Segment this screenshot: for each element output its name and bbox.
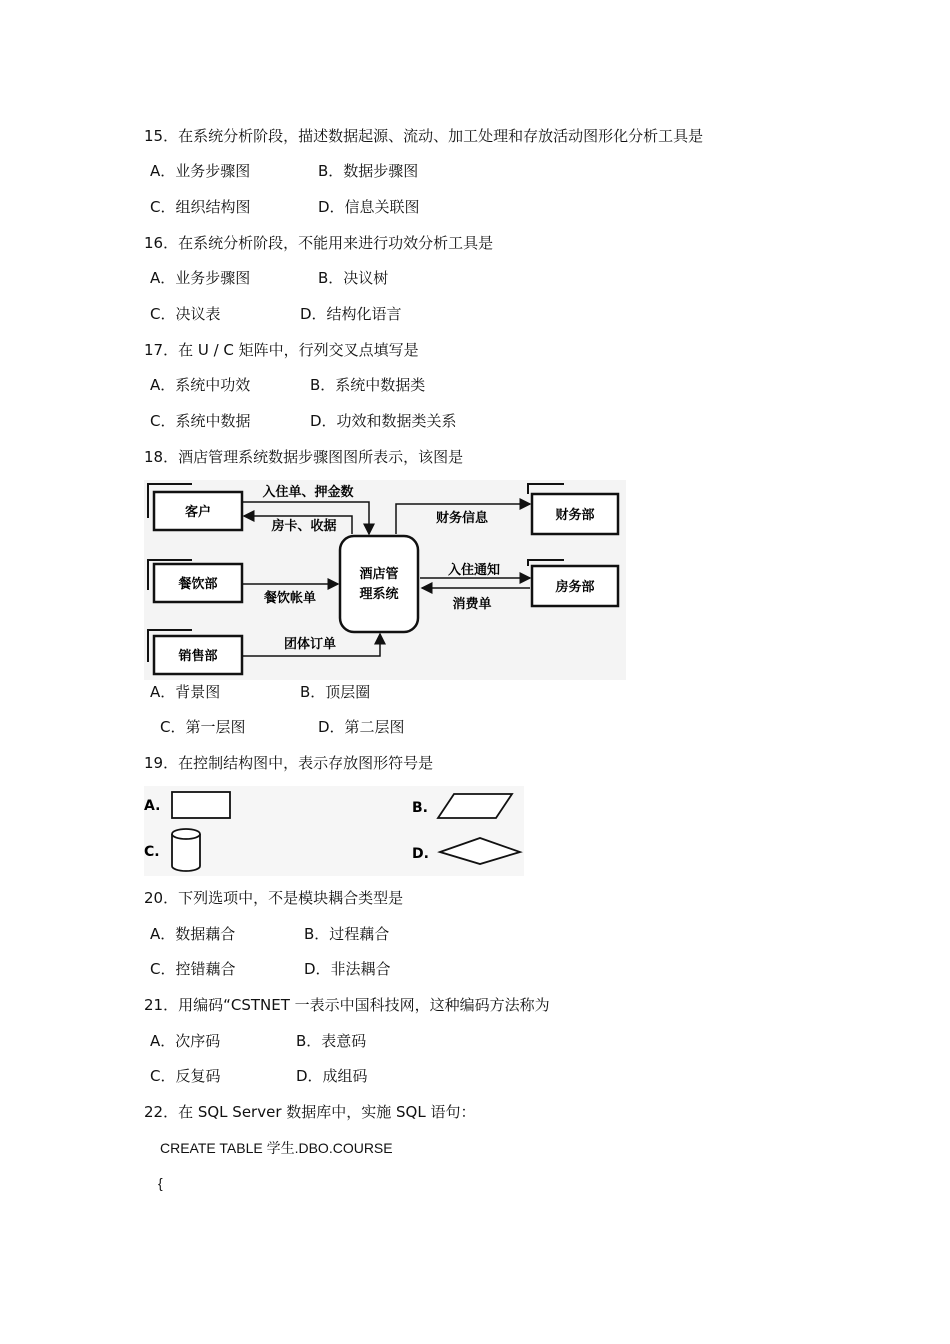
process-label-line2: 理系统 xyxy=(359,587,399,602)
symbol-rectangle xyxy=(172,792,230,818)
flow-roomcard-label: 房卡、收据 xyxy=(271,519,337,534)
q18-stem: 18．酒店管理系统数据步骤图图所表示，该图是 xyxy=(144,448,464,466)
entity-sales-label: 销售部 xyxy=(178,649,218,664)
flow-group-order-label: 团体订单 xyxy=(283,637,337,652)
q16-option-d: D．结构化语言 xyxy=(300,305,402,323)
q20-option-a: A．数据藕合 xyxy=(150,925,236,943)
q22-code-line1: CREATE TABLE 学生.DBO.COURSE xyxy=(160,1140,393,1156)
q18-option-a: A．背景图 xyxy=(150,683,221,701)
symbol-d-label: D. xyxy=(412,846,429,862)
entity-catering-label: 餐饮部 xyxy=(178,577,218,592)
entity-housing-label: 房务部 xyxy=(555,580,595,595)
symbols-diagram xyxy=(144,786,524,876)
q17-stem: 17．在 U / C 矩阵中，行列交叉点填写是 xyxy=(144,341,419,359)
q21-option-c: C．反复码 xyxy=(150,1067,221,1085)
q17-option-c: C．系统中数据 xyxy=(150,412,251,430)
flow-finance-info-label: 财务信息 xyxy=(435,511,489,526)
q22-code-line2: { xyxy=(158,1175,163,1191)
q16-option-a: A．业务步骤图 xyxy=(150,269,251,287)
q21-option-d: D．成组码 xyxy=(296,1067,368,1085)
q17-option-d: D．功效和数据类关系 xyxy=(310,412,457,430)
flow-checkin-notice-label: 入住通知 xyxy=(447,563,501,578)
dfd-diagram xyxy=(144,480,626,680)
q16-stem: 16．在系统分析阶段，不能用来进行功效分析工具是 xyxy=(144,234,494,252)
symbol-cylinder xyxy=(172,829,200,871)
entity-sales xyxy=(148,630,242,674)
entity-customer-label: 客户 xyxy=(184,505,212,520)
q19-stem: 19．在控制结构图中，表示存放图形符号是 xyxy=(144,754,434,772)
q22-stem: 22．在 SQL Server 数据库中，实施 SQL 语句： xyxy=(144,1103,476,1121)
q15-option-d: D．信息关联图 xyxy=(318,198,420,216)
q17-option-b: B．系统中数据类 xyxy=(310,376,426,394)
q16-option-b: B．决议树 xyxy=(318,269,389,287)
q15-option-a: A．业务步骤图 xyxy=(150,162,251,180)
q20-option-b: B．过程藕合 xyxy=(304,925,390,943)
flow-checkin-label: 入住单、押金数 xyxy=(262,485,354,500)
entity-finance-label: 财务部 xyxy=(555,508,595,523)
q16-option-c: C．决议表 xyxy=(150,305,221,323)
q18-option-c: C．第一层图 xyxy=(160,718,246,736)
q15-option-b: B．数据步骤图 xyxy=(318,162,419,180)
dfd-figure xyxy=(144,480,626,680)
symbol-a-label: A. xyxy=(144,798,161,814)
q18-option-d: D．第二层图 xyxy=(318,718,405,736)
symbol-c-label: C. xyxy=(144,844,160,860)
symbol-b-label: B. xyxy=(412,800,428,816)
entity-catering xyxy=(148,560,242,602)
flow-catering-bill-label: 餐饮帐单 xyxy=(263,591,317,606)
process-label-line1: 酒店管 xyxy=(359,567,399,582)
q21-option-a: A．次序码 xyxy=(150,1032,221,1050)
q15-option-c: C．组织结构图 xyxy=(150,198,251,216)
q21-stem: 21．用编码“CSTNET 一表示中国科技网，这种编码方法称为 xyxy=(144,996,550,1014)
symbols-figure xyxy=(144,786,524,876)
q17-option-a: A．系统中功效 xyxy=(150,376,251,394)
flow-consumption-label: 消费单 xyxy=(452,597,492,612)
q20-option-d: D．非法耦合 xyxy=(304,960,391,978)
q18-option-b: B．顶层圈 xyxy=(300,683,371,701)
q20-stem: 20．下列选项中，不是模块耦合类型是 xyxy=(144,889,404,907)
process-hotel-system xyxy=(340,536,418,632)
entity-customer xyxy=(148,484,242,530)
q20-option-c: C．控错藕合 xyxy=(150,960,236,978)
q15-stem: 15．在系统分析阶段，描述数据起源、流动、加工处理和存放活动图形化分析工具是 xyxy=(144,127,704,145)
q21-option-b: B．表意码 xyxy=(296,1032,367,1050)
entity-housing xyxy=(528,560,618,606)
